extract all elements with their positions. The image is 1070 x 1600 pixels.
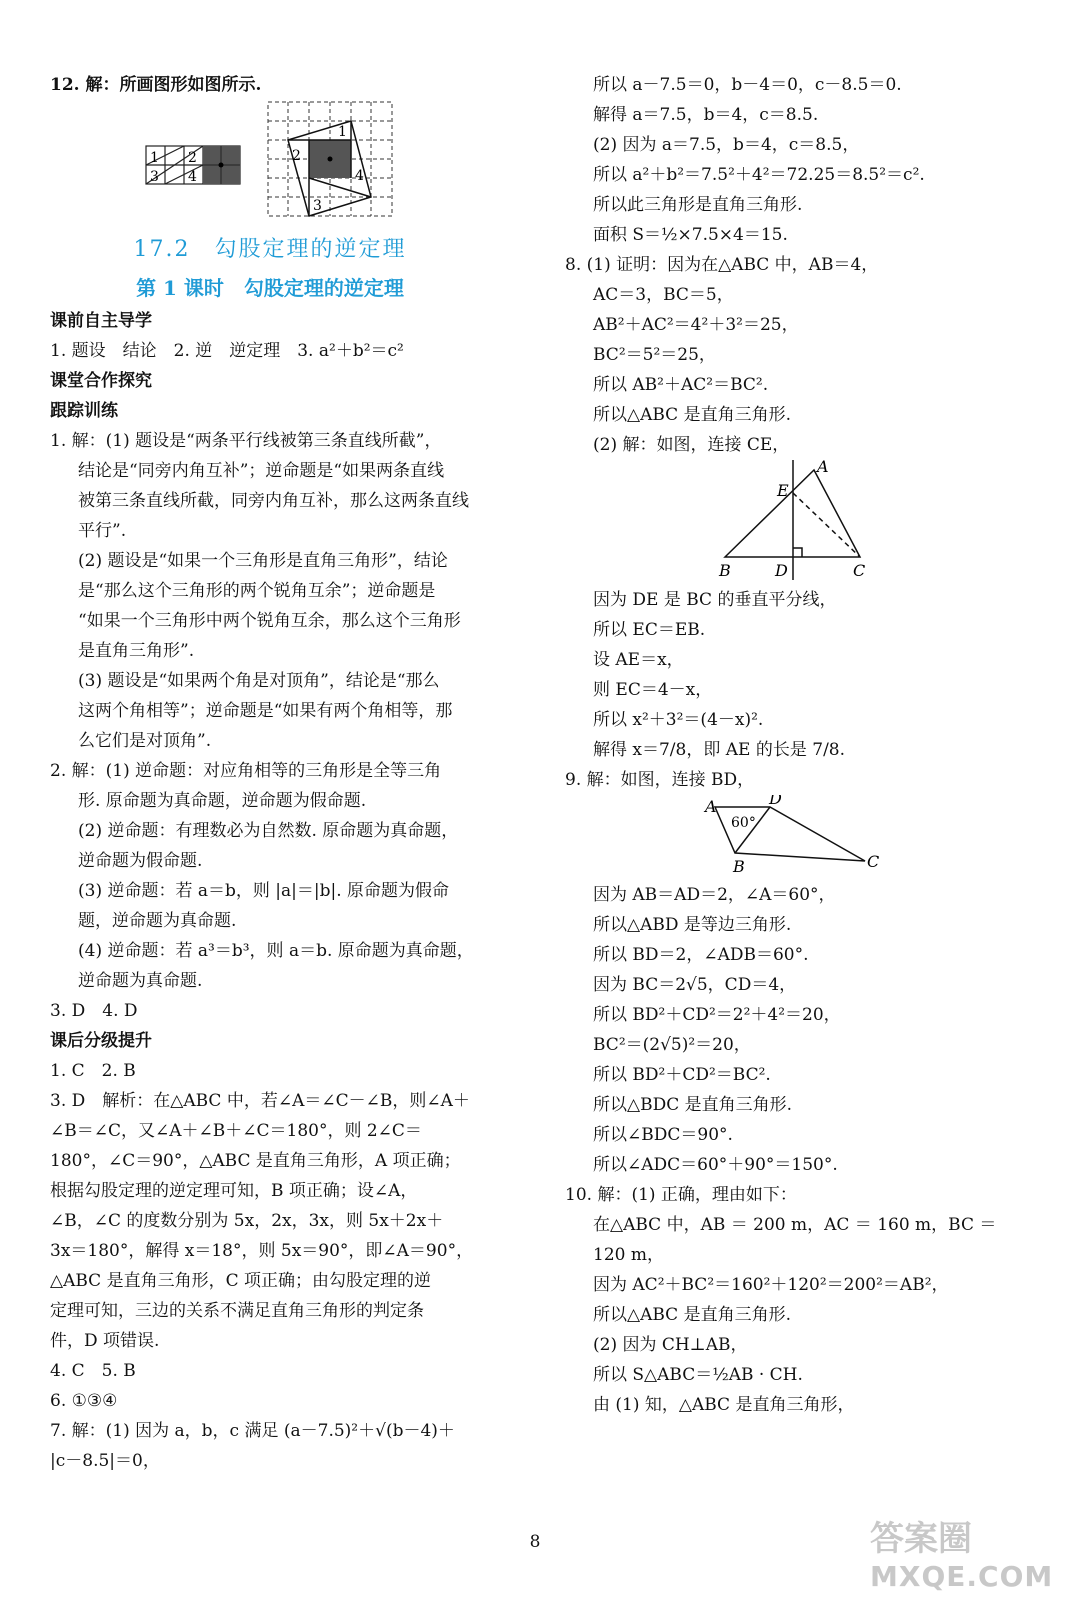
left-label-2: 2 <box>188 150 197 166</box>
answer-line: (3) 题设是“如果两个角是对顶角”，结论是“那么 <box>78 671 440 691</box>
answer-line: 则 EC＝4－x， <box>593 680 713 700</box>
fig8-label-c: C <box>853 561 866 580</box>
q12-heading: 12. 解：所画图形如图所示. <box>50 75 262 95</box>
watermark-logo <box>870 1520 1053 1596</box>
fig9-label-a: A <box>705 797 717 816</box>
section-title: 17.2 勾股定理的逆定理 <box>133 237 407 262</box>
answer-line: 所以 S△ABC＝½AB · CH. <box>593 1365 803 1385</box>
answer-line: 10. 解：(1) 正确，理由如下： <box>565 1185 797 1205</box>
answer-line: AB²＋AC²＝4²＋3²＝25， <box>593 315 799 335</box>
answer-line: (4) 逆命题：若 a³＝b³，则 a＝b. 原命题为真命题， <box>78 941 474 961</box>
answer-line: 因为 AB＝AD＝2，∠A＝60°， <box>593 885 836 905</box>
answer-line: 120 m， <box>593 1245 664 1265</box>
answer-line: 7. 解：(1) 因为 a，b，c 满足 (a－7.5)²＋√(b－4)＋ <box>50 1421 455 1441</box>
answer-line: 2. 解：(1) 逆命题：对应角相等的三角形是全等三角 <box>50 761 442 781</box>
answer-line: 所以△ABD 是等边三角形. <box>593 915 792 935</box>
answer-line: 定理可知，三边的关系不满足直角三角形的判定条 <box>50 1301 424 1321</box>
answer-line: 所以 BD²＋CD²＝2²＋4²＝20， <box>593 1005 841 1025</box>
watermark-line1: 答案圈 <box>870 1519 972 1559</box>
answer-line: 在△ABC 中，AB ＝ 200 m，AC ＝ 160 m，BC ＝ <box>593 1215 997 1235</box>
right-label-4: 4 <box>355 168 364 184</box>
fig9-label-d: D <box>769 795 782 808</box>
fig8-label-b: B <box>719 561 731 580</box>
answer-line: 所以△ABC 是直角三角形. <box>593 405 791 425</box>
q8-answer <box>565 250 1025 460</box>
section-heading: 跟踪训练 <box>50 401 118 421</box>
answer-line: 8. (1) 证明：因为在△ABC 中，AB＝4， <box>565 255 879 275</box>
fig9-label-b: B <box>733 857 745 875</box>
answer-line: 所以△BDC 是直角三角形. <box>593 1095 793 1115</box>
answer-line: 形. 原命题为真命题，逆命题为假命题. <box>78 791 367 811</box>
watermark-line2: MXQE.COM <box>870 1560 1054 1593</box>
answer-line: ∠B，∠C 的度数分别为 5x，2x，3x，则 5x＋2x＋ <box>50 1211 444 1231</box>
answer-line: 被第三条直线所截，同旁内角互补，那么这两条直线 <box>78 491 469 511</box>
answer-line: 180°，∠C＝90°，△ABC 是直角三角形，A 项正确； <box>50 1151 461 1171</box>
answer-line: 4. C 5. B <box>50 1361 136 1381</box>
answer-line: (3) 逆命题：若 a＝b，则 |a|＝|b|. 原命题为假命 <box>78 881 450 901</box>
right-label-2: 2 <box>292 148 301 164</box>
left-label-3: 3 <box>150 169 159 185</box>
answer-line: 因为 AC²＋BC²＝160²＋120²＝200²＝AB²， <box>593 1275 949 1295</box>
answer-line: 解得 a＝7.5，b＝4，c＝8.5. <box>593 105 819 125</box>
fig8-label-e: E <box>777 481 789 500</box>
answer-line: 所以∠ADC＝60°＋90°＝150°. <box>593 1155 838 1175</box>
answer-line: 所以 x²＋3²＝(4－x)². <box>593 710 764 730</box>
answer-line: 解得 x＝7/8，即 AE 的长是 7/8. <box>593 740 846 760</box>
quadrilateral-figure-9 <box>565 795 1025 875</box>
left-column <box>50 70 490 1476</box>
triangle-figure-8 <box>565 460 1025 580</box>
section-heading: 课堂合作探究 <box>50 371 152 391</box>
answer-line: 面积 S＝½×7.5×4＝15. <box>593 225 788 245</box>
answer-line: 因为 DE 是 BC 的垂直平分线， <box>593 590 837 610</box>
answer-line: 3. D 4. D <box>50 1001 138 1021</box>
answer-line: 3. D 解析：在△ABC 中，若∠A＝∠C－∠B，则∠A＋ <box>50 1091 470 1111</box>
answer-line: 3x＝180°，解得 x＝18°，则 5x＝90°，即∠A＝90°， <box>50 1241 474 1261</box>
answer-line: 所以 AB²＋AC²＝BC². <box>593 375 769 395</box>
q8-solution-and-q9 <box>565 585 1025 795</box>
answer-line: 所以 BD²＋CD²＝BC². <box>593 1065 771 1085</box>
answer-line: 9. 解：如图，连接 BD， <box>565 770 755 790</box>
answer-line: 所以 a－7.5＝0，b－4＝0，c－8.5＝0. <box>593 75 902 95</box>
right-label-3: 3 <box>313 198 322 214</box>
answer-line: BC²＝(2√5)²＝20， <box>593 1035 751 1055</box>
answer-line: |c－8.5|＝0， <box>50 1451 160 1471</box>
right-label-1: 1 <box>338 124 347 140</box>
page-number: 8 <box>529 1532 541 1552</box>
answer-line: 因为 BC＝2√5，CD＝4， <box>593 975 797 995</box>
fig9-label-c: C <box>867 852 880 871</box>
answer-line: 结论是“同旁内角互补”；逆命题是“如果两条直线 <box>78 461 445 481</box>
answer-line: 题，逆命题为真命题. <box>78 911 237 931</box>
answer-line: 是直角三角形”. <box>78 641 195 661</box>
answer-line: 所以 BD＝2，∠ADB＝60°. <box>593 945 809 965</box>
fig8-label-d: D <box>775 561 788 580</box>
answer-line: 设 AE＝x， <box>593 650 684 670</box>
right-column <box>565 70 1025 1420</box>
answer-line: 所以△ABC 是直角三角形. <box>593 1305 791 1325</box>
q9-q10-answers <box>565 880 1025 1420</box>
answer-line: (2) 题设是“如果一个三角形是直角三角形”，结论 <box>78 551 448 571</box>
answer-line: BC²＝5²＝25， <box>593 345 716 365</box>
answer-line: AC＝3，BC＝5， <box>593 285 734 305</box>
grid-figure-12 <box>50 100 490 225</box>
answer-line: 是“那么这个三角形的两个锐角互余”；逆命题是 <box>78 581 436 601</box>
answer-line: 所以 EC＝EB. <box>593 620 706 640</box>
answer-line: 所以 a²＋b²＝7.5²＋4²＝72.25＝8.5²＝c². <box>593 165 925 185</box>
answer-line: 逆命题为假命题. <box>78 851 203 871</box>
fig8-label-a: A <box>817 460 829 476</box>
answer-line: 由 (1) 知，△ABC 是直角三角形， <box>593 1395 855 1415</box>
answer-line: 件，D 项错误. <box>50 1331 160 1351</box>
answer-line: (2) 解：如图，连接 CE， <box>593 435 790 455</box>
section-heading: 课后分级提升 <box>50 1031 152 1051</box>
left-label-1: 1 <box>150 150 159 166</box>
answer-line: △ABC 是直角三角形，C 项正确；由勾股定理的逆 <box>50 1271 431 1291</box>
answer-line: 这两个角相等”；逆命题是“如果有两个角相等，那 <box>78 701 453 721</box>
answer-line: 所以∠BDC＝90°. <box>593 1125 733 1145</box>
answer-line: 6. ①③④ <box>50 1391 118 1411</box>
fig9-angle-label: 60° <box>731 815 756 831</box>
lesson-title: 第 1 课时 勾股定理的逆定理 <box>136 276 404 300</box>
answer-line: 平行”. <box>78 521 127 541</box>
answer-line: (2) 因为 a＝7.5，b＝4，c＝8.5， <box>593 135 860 155</box>
answer-line: 所以此三角形是直角三角形. <box>593 195 803 215</box>
answer-line: 1. 解：(1) 题设是“两条平行线被第三条直线所截”， <box>50 431 442 451</box>
answer-line: 么它们是对顶角”. <box>78 731 212 751</box>
left-answer-lines <box>50 306 490 1476</box>
answer-line: ∠B＝∠C，又∠A＋∠B＋∠C＝180°，则 2∠C＝ <box>50 1121 422 1141</box>
answer-line: (2) 逆命题：有理数必为自然数. 原命题为真命题， <box>78 821 459 841</box>
q7-continuation <box>565 70 1025 250</box>
section-heading: 课前自主导学 <box>50 311 152 331</box>
answer-line: 1. C 2. B <box>50 1061 136 1081</box>
left-label-4: 4 <box>188 169 197 185</box>
answer-line: 根据勾股定理的逆定理可知，B 项正确；设∠A， <box>50 1181 418 1201</box>
answer-line: 1. 题设 结论 2. 逆 逆定理 3. a²＋b²＝c² <box>50 341 404 361</box>
answer-line: (2) 因为 CH⊥AB， <box>593 1335 748 1355</box>
answer-line: “如果一个三角形中两个锐角互余，那么这个三角形 <box>78 611 461 631</box>
answer-line: 逆命题为真命题. <box>78 971 203 991</box>
